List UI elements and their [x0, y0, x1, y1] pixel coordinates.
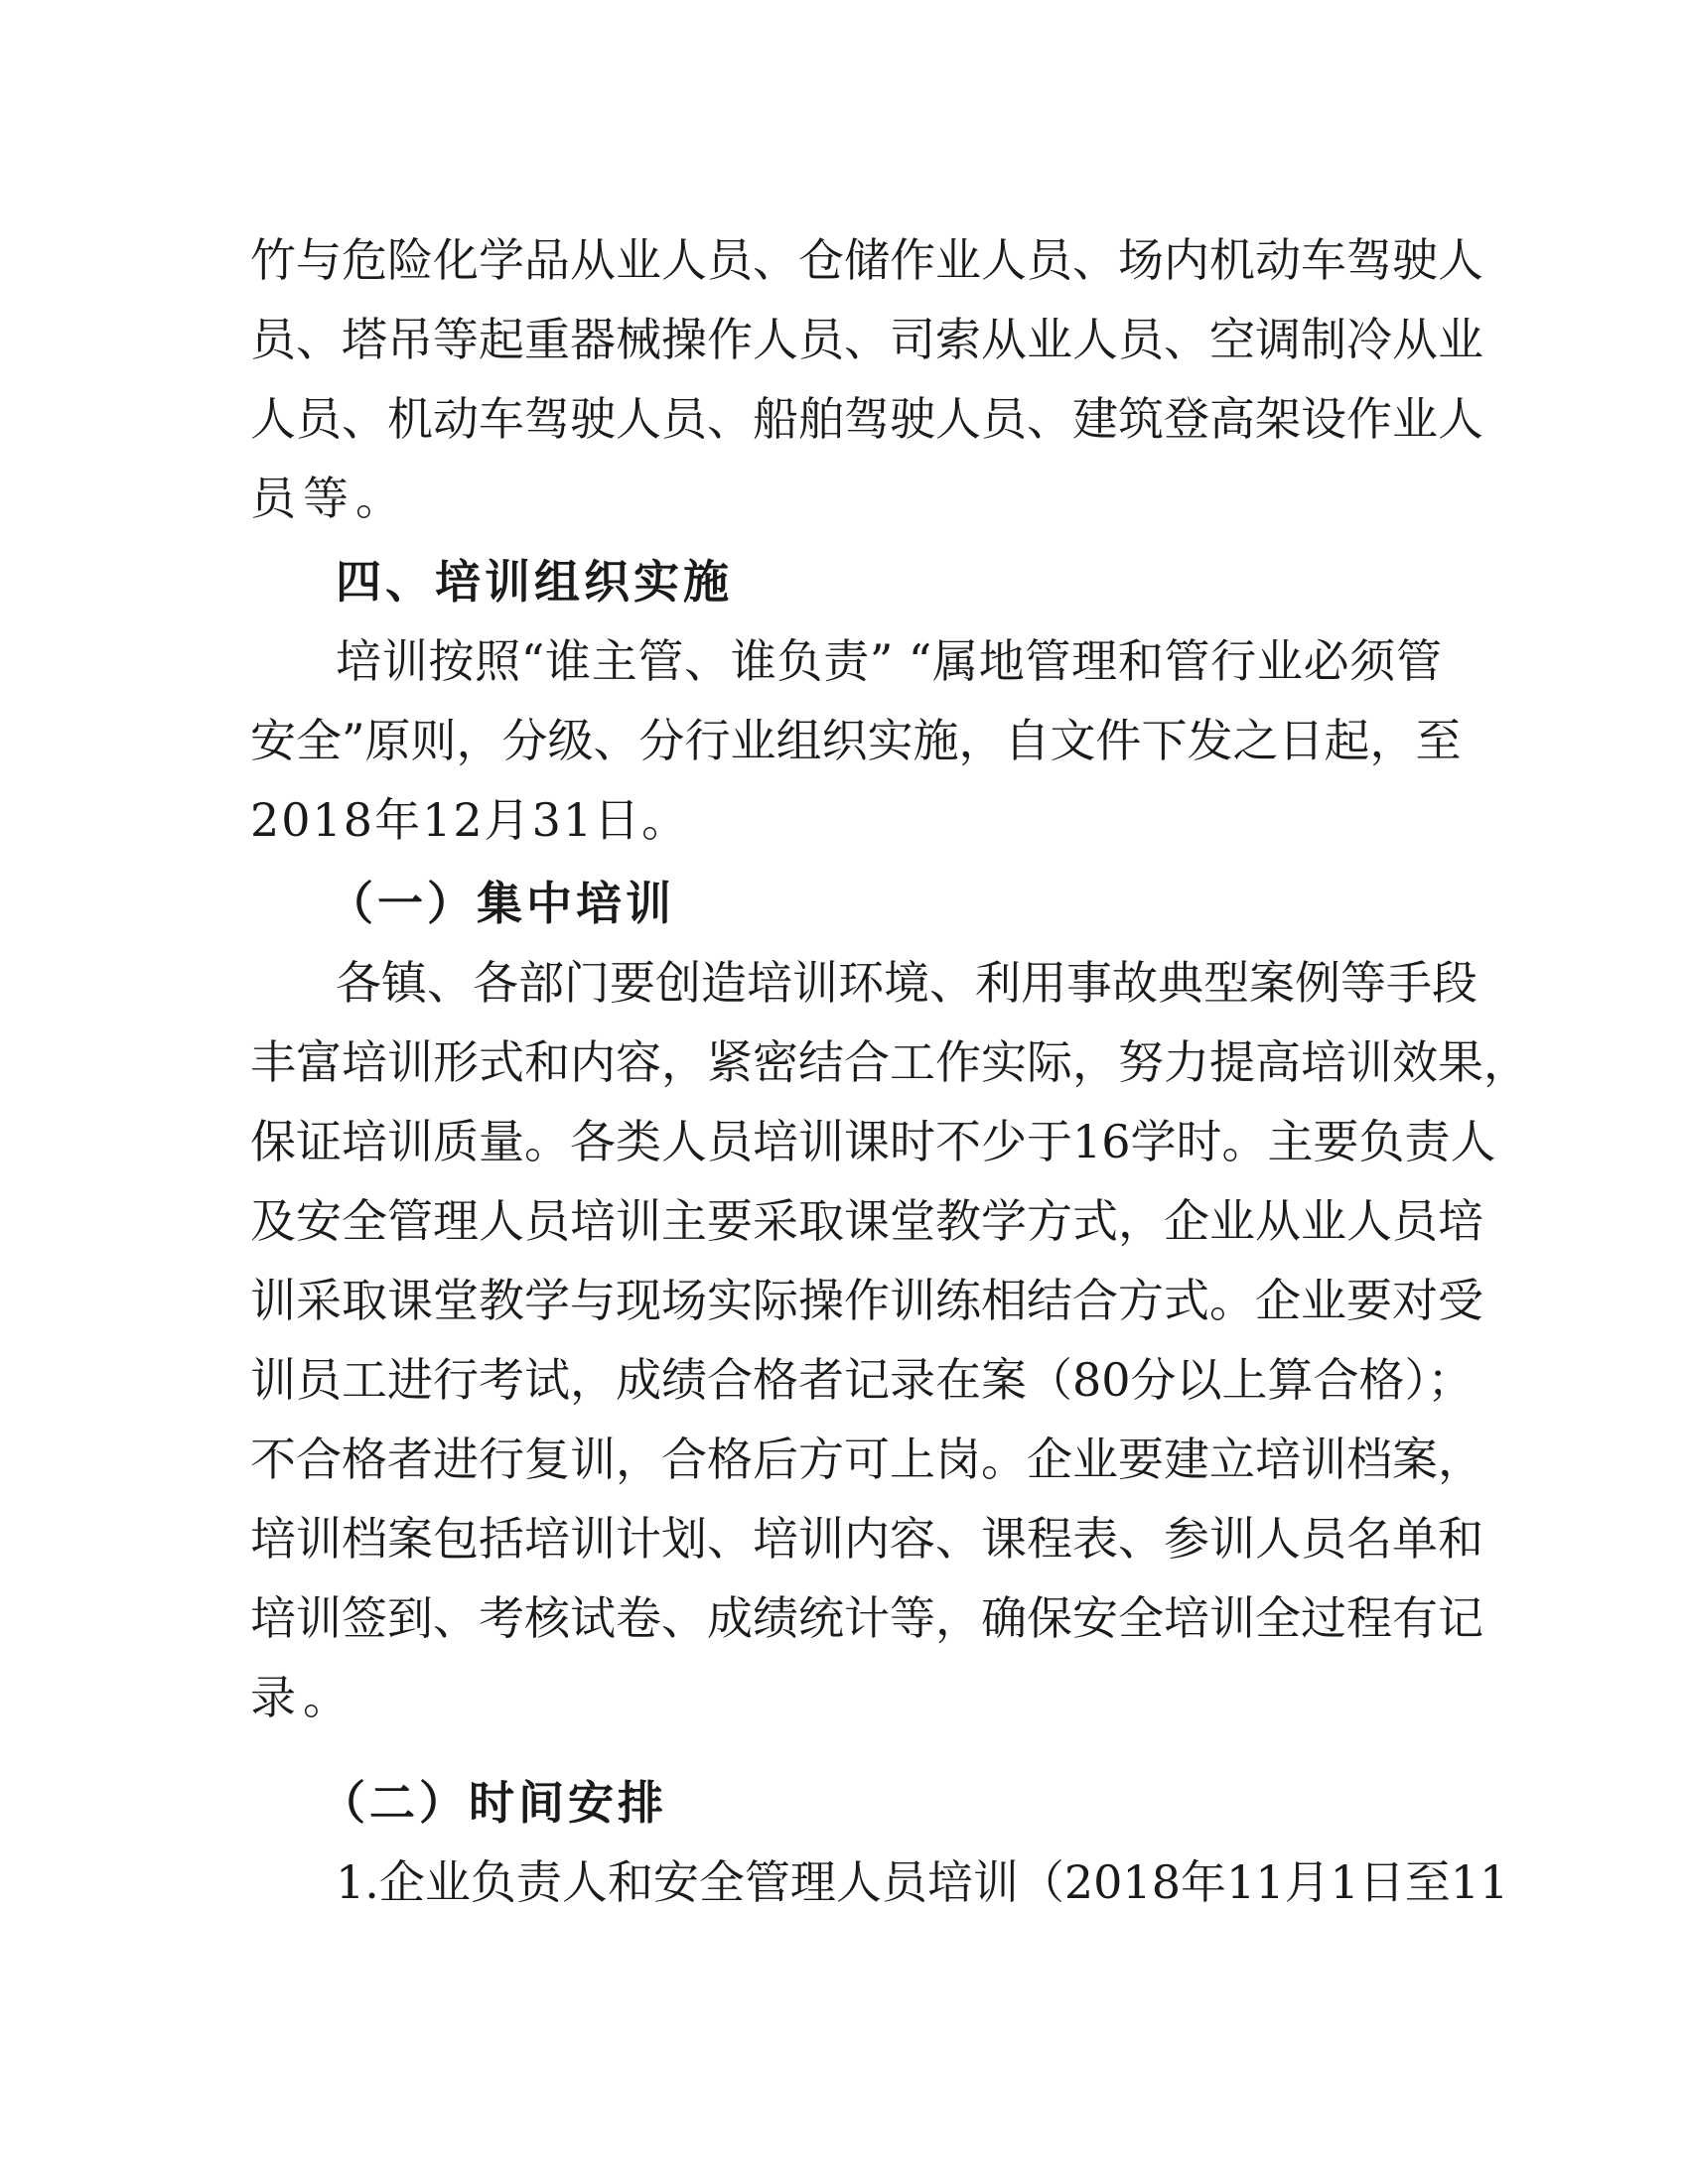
body-line: 员等。	[250, 472, 408, 525]
section-heading: 四、培训组织实施	[336, 555, 733, 609]
body-line: 人员、机动车驾驶人员、船舶驾驶人员、建筑登高架设作业人	[250, 392, 1483, 446]
body-line: 2018年12月31日。	[250, 793, 690, 847]
body-line: 丰富培训形式和内容，紧密结合工作实际，努力提高培训效果，	[250, 1035, 1529, 1089]
body-line: 培训档案包括培训计划、培训内容、课程表、参训人员名单和	[250, 1512, 1483, 1566]
body-line: 训采取课堂教学与现场实际操作训练相结合方式。企业要对受	[250, 1274, 1483, 1327]
body-line: 安全”原则，分级、分行业组织实施，自文件下发之日起，至	[250, 714, 1462, 767]
subsection-heading: （一）集中培训	[328, 877, 675, 930]
body-line: 各镇、各部门要创造培训环境、利用事故典型案例等手段	[336, 956, 1477, 1010]
subsection-heading: （二）时间安排	[320, 1776, 667, 1830]
body-line: 录。	[250, 1671, 355, 1724]
body-line: 培训签到、考核试卷、成绩统计等，确保安全培训全过程有记	[250, 1591, 1483, 1645]
body-line: 培训按照“谁主管、谁负责” “属地管理和管行业必须管	[336, 634, 1442, 688]
body-line: 1.企业负责人和安全管理人员培训（2018年11月1日至11	[336, 1855, 1509, 1909]
body-line: 竹与危险化学品从业人员、仓储作业人员、场内机动车驾驶人	[250, 233, 1483, 287]
body-line: 训员工进行考试，成绩合格者记录在案（80分以上算合格）；	[250, 1353, 1474, 1407]
body-line: 员、塔吊等起重器械操作人员、司索从业人员、空调制冷从业	[250, 313, 1483, 366]
body-line: 及安全管理人员培训主要采取课堂教学方式，企业从业人员培	[250, 1194, 1483, 1248]
body-line: 不合格者进行复训，合格后方可上岗。企业要建立培训档案，	[250, 1433, 1483, 1486]
body-line: 保证培训质量。各类人员培训课时不少于16学时。主要负责人	[250, 1115, 1496, 1168]
